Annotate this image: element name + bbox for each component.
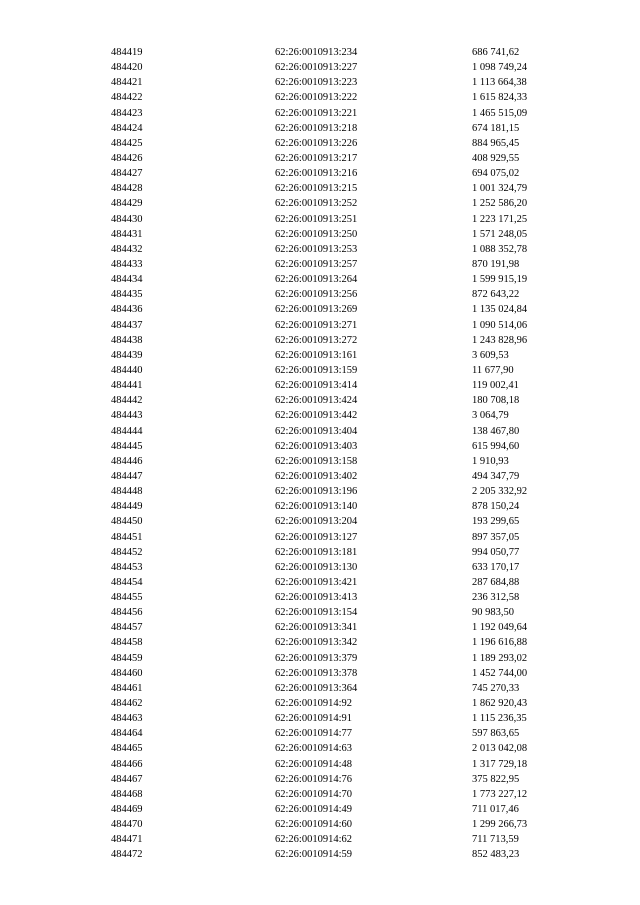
table-row [0,832,640,847]
table-row [0,363,640,378]
record-number: 484458 [111,637,143,649]
cadastral-number: 62:26:0010913:226 [275,137,358,149]
cadastral-value: 1 113 664,38 [472,77,527,89]
cadastral-number: 62:26:0010913:402 [275,470,358,482]
cadastral-value: 633 170,17 [472,561,520,573]
table-row [0,393,640,408]
cadastral-value: 138 467,80 [472,425,520,437]
table-row [0,45,640,60]
record-number: 484460 [111,667,143,679]
record-number: 484459 [111,652,143,664]
record-number: 484448 [111,486,143,498]
cadastral-value: 870 191,98 [472,258,520,270]
record-number: 484436 [111,304,143,316]
table-row [0,696,640,711]
cadastral-value: 1 223 171,25 [472,213,528,225]
cadastral-number: 62:26:0010914:62 [275,834,353,846]
cadastral-value: 1 252 586,20 [472,198,528,210]
cadastral-number: 62:26:0010914:60 [275,819,353,831]
table-row [0,196,640,211]
cadastral-value: 287 684,88 [472,576,520,588]
record-number: 484430 [111,213,143,225]
record-number: 484446 [111,455,143,467]
cadastral-number: 62:26:0010913:364 [275,682,358,694]
table-row [0,635,640,650]
table-row [0,136,640,151]
cadastral-value: 1 862 920,43 [472,698,528,710]
table-row [0,590,640,605]
table-row [0,272,640,287]
table-row [0,424,640,439]
cadastral-value: 1 088 352,78 [472,243,528,255]
table-row [0,227,640,242]
table-row [0,530,640,545]
cadastral-number: 62:26:0010914:92 [275,698,353,710]
table-row [0,348,640,363]
cadastral-number: 62:26:0010913:181 [275,546,358,558]
cadastral-value: 711 713,59 [472,834,519,846]
cadastral-number: 62:26:0010914:59 [275,849,353,861]
record-number: 484463 [111,713,143,725]
record-number: 484452 [111,546,143,558]
table-row [0,75,640,90]
record-number: 484451 [111,531,143,543]
cadastral-number: 62:26:0010913:421 [275,576,358,588]
cadastral-value: 119 002,41 [472,380,519,392]
cadastral-value: 1 090 514,06 [472,319,528,331]
cadastral-value: 852 483,23 [472,849,520,861]
table-row [0,242,640,257]
cadastral-value: 3 609,53 [472,349,509,361]
cadastral-value: 1 465 515,09 [472,107,528,119]
cadastral-value: 884 965,45 [472,137,520,149]
table-row [0,787,640,802]
cadastral-value: 1 098 749,24 [472,62,528,74]
cadastral-value: 597 863,65 [472,728,520,740]
table-row [0,257,640,272]
table-row [0,802,640,817]
cadastral-value: 1 773 227,12 [472,788,528,800]
data-table [0,45,640,863]
table-row [0,408,640,423]
record-number: 484438 [111,334,143,346]
table-row [0,378,640,393]
record-number: 484443 [111,410,143,422]
record-number: 484434 [111,274,143,286]
cadastral-value: 994 050,77 [472,546,520,558]
cadastral-number: 62:26:0010913:404 [275,425,358,437]
record-number: 484440 [111,364,143,376]
cadastral-number: 62:26:0010913:159 [275,364,358,376]
cadastral-number: 62:26:0010913:158 [275,455,358,467]
table-row [0,121,640,136]
record-number: 484437 [111,319,143,331]
cadastral-number: 62:26:0010913:378 [275,667,358,679]
record-number: 484462 [111,698,143,710]
cadastral-number: 62:26:0010913:342 [275,637,358,649]
record-number: 484424 [111,122,143,134]
record-number: 484431 [111,228,143,240]
table-row [0,60,640,75]
cadastral-number: 62:26:0010914:49 [275,804,353,816]
table-row [0,90,640,105]
cadastral-value: 1 189 293,02 [472,652,528,664]
cadastral-value: 711 017,46 [472,804,519,816]
cadastral-number: 62:26:0010913:130 [275,561,358,573]
cadastral-number: 62:26:0010913:341 [275,622,358,634]
record-number: 484457 [111,622,143,634]
record-number: 484466 [111,758,143,770]
record-number: 484447 [111,470,143,482]
cadastral-number: 62:26:0010913:218 [275,122,358,134]
cadastral-value: 408 929,55 [472,152,520,164]
cadastral-number: 62:26:0010913:223 [275,77,358,89]
record-number: 484461 [111,682,143,694]
table-row [0,666,640,681]
table-row [0,106,640,121]
record-number: 484422 [111,92,143,104]
cadastral-number: 62:26:0010913:271 [275,319,358,331]
record-number: 484465 [111,743,143,755]
table-row [0,499,640,514]
record-number: 484439 [111,349,143,361]
cadastral-number: 62:26:0010913:256 [275,289,358,301]
cadastral-number: 62:26:0010913:252 [275,198,358,210]
cadastral-value: 674 181,15 [472,122,520,134]
record-number: 484470 [111,819,143,831]
cadastral-value: 1 001 324,79 [472,183,528,195]
table-row [0,514,640,529]
record-number: 484433 [111,258,143,270]
cadastral-value: 2 013 042,08 [472,743,528,755]
table-row [0,166,640,181]
cadastral-number: 62:26:0010914:48 [275,758,353,770]
record-number: 484423 [111,107,143,119]
cadastral-number: 62:26:0010913:251 [275,213,358,225]
cadastral-value: 11 677,90 [472,364,514,376]
record-number: 484455 [111,592,143,604]
record-number: 484435 [111,289,143,301]
cadastral-value: 745 270,33 [472,682,520,694]
cadastral-value: 1 615 824,33 [472,92,528,104]
cadastral-value: 180 708,18 [472,395,520,407]
table-row [0,287,640,302]
cadastral-number: 62:26:0010913:424 [275,395,358,407]
cadastral-number: 62:26:0010913:269 [275,304,358,316]
record-number: 484427 [111,168,143,180]
cadastral-number: 62:26:0010913:234 [275,47,358,58]
cadastral-number: 62:26:0010913:227 [275,62,358,74]
record-number: 484432 [111,243,143,255]
table-row [0,605,640,620]
cadastral-number: 62:26:0010913:414 [275,380,358,392]
cadastral-number: 62:26:0010913:216 [275,168,358,180]
table-row [0,333,640,348]
record-number: 484454 [111,576,143,588]
cadastral-number: 62:26:0010913:154 [275,607,358,619]
record-number: 484441 [111,380,143,392]
table-row [0,439,640,454]
table-row [0,575,640,590]
record-number: 484419 [111,47,143,58]
record-number: 484471 [111,834,143,846]
table-row [0,454,640,469]
cadastral-value: 615 994,60 [472,440,520,452]
table-row [0,302,640,317]
record-number: 484421 [111,77,143,89]
table-row [0,469,640,484]
table-row [0,484,640,499]
cadastral-number: 62:26:0010914:77 [275,728,353,740]
record-number: 484469 [111,804,143,816]
cadastral-number: 62:26:0010913:413 [275,592,358,604]
cadastral-value: 494 347,79 [472,470,520,482]
cadastral-value: 872 643,22 [472,289,520,301]
cadastral-value: 90 983,50 [472,607,514,619]
cadastral-number: 62:26:0010913:222 [275,92,358,104]
record-number: 484426 [111,152,143,164]
table-row [0,651,640,666]
cadastral-number: 62:26:0010913:204 [275,516,358,528]
cadastral-value: 1 192 049,64 [472,622,528,634]
record-number: 484453 [111,561,143,573]
record-number: 484429 [111,198,143,210]
cadastral-value: 1 115 236,35 [472,713,527,725]
record-number: 484445 [111,440,143,452]
table-row [0,681,640,696]
table-row [0,711,640,726]
table-row [0,318,640,333]
cadastral-value: 1 910,93 [472,455,509,467]
table-row [0,212,640,227]
cadastral-number: 62:26:0010913:442 [275,410,358,422]
cadastral-number: 62:26:0010913:403 [275,440,358,452]
table-row [0,545,640,560]
cadastral-number: 62:26:0010913:257 [275,258,358,270]
record-number: 484456 [111,607,143,619]
cadastral-number: 62:26:0010913:253 [275,243,358,255]
cadastral-number: 62:26:0010913:196 [275,486,358,498]
cadastral-value: 1 571 248,05 [472,228,528,240]
cadastral-number: 62:26:0010913:221 [275,107,358,119]
cadastral-value: 878 150,24 [472,501,520,513]
record-number: 484450 [111,516,143,528]
record-number: 484449 [111,501,143,513]
table-row [0,151,640,166]
cadastral-value: 1 599 915,19 [472,274,528,286]
table-row [0,741,640,756]
cadastral-value: 686 741,62 [472,47,520,58]
cadastral-number: 62:26:0010913:217 [275,152,358,164]
cadastral-number: 62:26:0010913:264 [275,274,358,286]
table-row [0,757,640,772]
cadastral-value: 2 205 332,92 [472,486,528,498]
cadastral-number: 62:26:0010913:127 [275,531,358,543]
cadastral-number: 62:26:0010914:63 [275,743,353,755]
cadastral-number: 62:26:0010913:161 [275,349,358,361]
cadastral-number: 62:26:0010913:379 [275,652,358,664]
record-number: 484428 [111,183,143,195]
cadastral-number: 62:26:0010913:215 [275,183,358,195]
cadastral-number: 62:26:0010914:91 [275,713,353,725]
cadastral-value: 694 075,02 [472,168,520,180]
cadastral-number: 62:26:0010914:70 [275,788,353,800]
cadastral-number: 62:26:0010913:272 [275,334,358,346]
table-row [0,620,640,635]
cadastral-value: 193 299,65 [472,516,520,528]
cadastral-value: 1 196 616,88 [472,637,528,649]
record-number: 484442 [111,395,143,407]
cadastral-value: 897 357,05 [472,531,520,543]
table-row [0,726,640,741]
cadastral-value: 1 243 828,96 [472,334,528,346]
cadastral-number: 62:26:0010913:250 [275,228,358,240]
table-row [0,181,640,196]
record-number: 484472 [111,849,143,861]
record-number: 484464 [111,728,143,740]
cadastral-value: 1 135 024,84 [472,304,528,316]
record-number: 484444 [111,425,143,437]
record-number: 484468 [111,788,143,800]
record-number: 484420 [111,62,143,74]
cadastral-number: 62:26:0010913:140 [275,501,358,513]
table-row [0,817,640,832]
cadastral-value: 236 312,58 [472,592,520,604]
table-row [0,772,640,787]
table-row [0,560,640,575]
record-number: 484467 [111,773,143,785]
table-row [0,847,640,862]
cadastral-value: 3 064,79 [472,410,509,422]
record-number: 484425 [111,137,143,149]
cadastral-value: 1 452 744,00 [472,667,528,679]
cadastral-number: 62:26:0010914:76 [275,773,353,785]
cadastral-value: 1 317 729,18 [472,758,528,770]
cadastral-value: 375 822,95 [472,773,520,785]
cadastral-value: 1 299 266,73 [472,819,528,831]
